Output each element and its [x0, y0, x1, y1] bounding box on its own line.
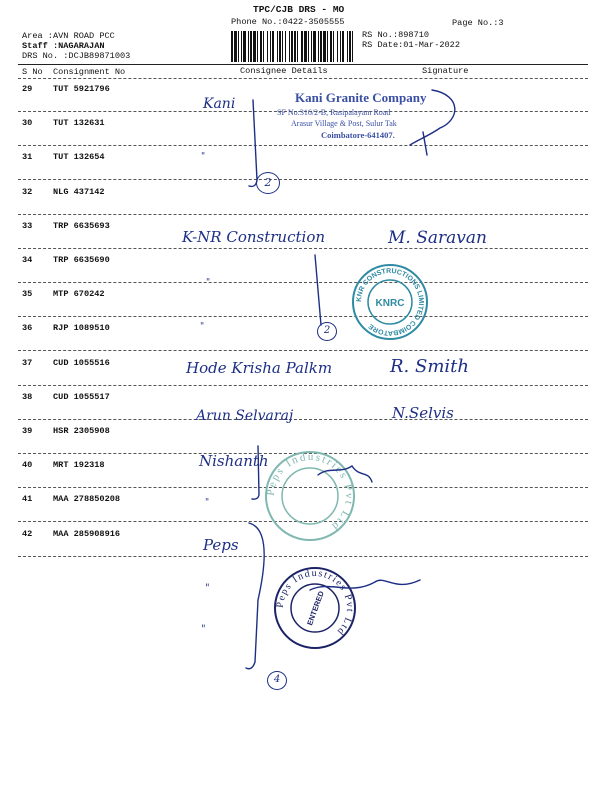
row-sno: 31	[22, 152, 33, 162]
row-consignment-no: RJP 1089510	[53, 323, 110, 333]
row-consignment-no: MAA 285908916	[53, 529, 121, 539]
row-consignment-no: CUD 1055517	[53, 392, 110, 402]
col-consignment: Consignment No	[53, 67, 126, 77]
hw-peps: Peps	[203, 536, 239, 554]
row-consignment-no: MRT 192318	[53, 460, 105, 470]
hw-ditto: "	[205, 498, 210, 508]
knr-seal-ring-text: KNR CONSTRUCTIONS LIMITED COIMBATORE	[355, 267, 425, 337]
hw-arun-signature: N.Selvis	[392, 404, 454, 422]
row-sno: 41	[22, 494, 33, 504]
page-number: Page No.:3	[452, 18, 504, 28]
phone-number: Phone No.:0422-3505555	[231, 17, 345, 27]
kani-stamp-name: Kani Granite Company	[295, 90, 427, 105]
col-consignee: Consignee Details	[240, 66, 328, 76]
row-sno: 37	[22, 358, 33, 368]
hw-knr-signature: M. Saravan	[388, 228, 487, 248]
kani-stamp-line3: Coimbatore-641407.	[321, 130, 395, 140]
hw-kani: Kani	[203, 96, 236, 112]
hw-ditto: "	[205, 583, 210, 594]
row-consignment-no: MAA 278850208	[53, 494, 121, 504]
hw-knr: K-NR Construction	[182, 228, 326, 246]
kani-stamp-line2: Arasur Village & Post, Sulur Tak	[291, 119, 397, 128]
hw-circled-count: 2	[317, 322, 337, 341]
col-sno: S No	[22, 67, 43, 77]
row-consignment-no: NLG 437142	[53, 187, 105, 197]
hw-arun: Arun Selvaraj	[196, 408, 294, 424]
row-consignment-no: MTP 670242	[53, 289, 105, 299]
area-label: Area :AVN ROAD PCC	[22, 31, 115, 41]
row-sno: 34	[22, 255, 33, 265]
drs-title: TPC/CJB DRS - MO	[253, 4, 345, 15]
row-sno: 38	[22, 392, 33, 402]
row-sno: 42	[22, 529, 33, 539]
staff-label: Staff :NAGARAJAN	[22, 41, 105, 51]
row-sno: 40	[22, 460, 33, 470]
rs-number: RS No.:898710	[362, 30, 430, 40]
row-consignment-no: TUT 132631	[53, 118, 105, 128]
hw-ditto: "	[206, 278, 211, 288]
row-sno: 39	[22, 426, 33, 436]
kani-stamp-line1: SF No:316/2-B, Rasipalayam Road	[277, 108, 391, 117]
row-sno: 32	[22, 187, 33, 197]
peps-seal-1-ring: Peps Industries Pvt Ltd	[264, 450, 356, 534]
hw-hode: Hode Krisha Palkm	[186, 359, 333, 377]
hw-nishanth: Nishanth	[199, 452, 269, 470]
row-consignment-no: HSR 2305908	[53, 426, 110, 436]
row-consignment-no: TUT 5921796	[53, 84, 110, 94]
hw-ditto: "	[200, 322, 205, 332]
row-sno: 33	[22, 221, 33, 231]
hw-circled-count: 4	[267, 671, 287, 690]
col-signature: Signature	[422, 66, 469, 76]
row-consignment-no: TRP 6635693	[53, 221, 110, 231]
peps-seal-2-ring: Peps Industries Pvt Ltd	[274, 567, 356, 638]
row-consignment-no: TUT 132654	[53, 152, 105, 162]
drs-number: DRS No. :DCJB89871003	[22, 51, 131, 61]
rs-date: RS Date:01-Mar-2022	[362, 40, 460, 50]
hw-ditto: "	[201, 152, 206, 162]
hw-ditto: "	[201, 624, 206, 635]
row-sno: 35	[22, 289, 33, 299]
entered-text: ENTERED	[305, 589, 326, 627]
row-sno: 36	[22, 323, 33, 333]
row-sno: 29	[22, 84, 33, 94]
row-consignment-no: TRP 6635690	[53, 255, 110, 265]
row-sno: 30	[22, 118, 33, 128]
row-consignment-no: CUD 1055516	[53, 358, 110, 368]
hw-hode-signature: R. Smith	[390, 356, 469, 377]
knr-seal-center: KNRC	[375, 298, 405, 309]
hw-circled-count: 2	[256, 172, 280, 194]
